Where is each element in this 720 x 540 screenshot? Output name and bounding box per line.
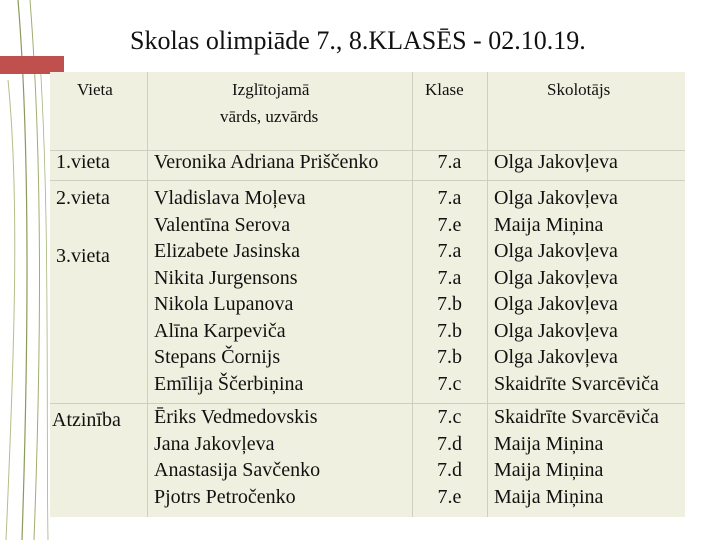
cell-teacher: Maija Miņina — [494, 213, 604, 236]
cell-student: Emīlija Ščerbiņina — [154, 372, 304, 395]
cell-teacher: Olga Jakovļeva — [494, 240, 618, 262]
place-first: 1.vieta — [56, 151, 110, 173]
students-column-honorable — [154, 404, 320, 510]
grades-column — [412, 185, 487, 397]
header-grade: Klase — [425, 80, 464, 99]
cell-teacher: Olga Jakovļeva — [494, 187, 618, 209]
teachers-column-honorable — [494, 404, 659, 510]
header-teacher: Skolotājs — [547, 80, 611, 99]
cell-teacher: Maija Miņina — [494, 485, 604, 508]
grades-column-honorable — [412, 404, 487, 510]
cell-teacher: Skaidrīte Svarcēviča — [494, 406, 659, 428]
cell-grade: 7.a — [437, 240, 462, 262]
cell-student: Jana Jakovļeva — [154, 432, 275, 455]
cell-grade: 7.c — [437, 406, 462, 428]
header-student-line1: Izglītojamā — [232, 80, 310, 99]
cell-teacher: Maija Miņina — [494, 459, 604, 481]
header-place: Vieta — [77, 80, 113, 99]
place-third: 3.vieta — [56, 245, 110, 267]
cell-grade: 7.b — [437, 319, 462, 342]
cell-grade: 7.a — [437, 266, 462, 289]
cell-teacher: Skaidrīte Svarcēviča — [494, 372, 659, 395]
cell-student: Elizabete Jasinska — [154, 240, 301, 262]
results-table — [50, 72, 685, 517]
cell-student: Alīna Karpeviča — [154, 319, 286, 342]
cell-student: Veronika Adriana Priščenko — [154, 151, 379, 173]
cell-student: Anastasija Savčenko — [154, 459, 321, 481]
decorative-curves — [0, 0, 52, 540]
page-title: Skolas olimpiāde 7., 8.KLASĒS - 02.10.19. — [130, 26, 586, 55]
cell-teacher: Olga Jakovļeva — [494, 346, 618, 368]
cell-teacher: Olga Jakovļeva — [494, 266, 618, 289]
cell-student: Stepans Čornijs — [154, 346, 281, 368]
cell-grade: 7.b — [437, 293, 462, 315]
teachers-column — [494, 185, 659, 397]
cell-grade: 7.b — [437, 346, 462, 368]
cell-teacher: Maija Miņina — [494, 432, 604, 455]
cell-grade: 7.e — [437, 485, 462, 508]
header-student-line2: vārds, uzvārds — [220, 107, 319, 126]
row-divider — [50, 180, 685, 181]
column-divider — [147, 72, 148, 517]
column-divider — [487, 72, 488, 517]
cell-teacher: Olga Jakovļeva — [494, 293, 618, 315]
cell-student: Nikita Jurgensons — [154, 266, 298, 289]
cell-student: Pjotrs Petročenko — [154, 485, 296, 508]
cell-student: Ēriks Vedmedovskis — [154, 406, 318, 428]
cell-grade: 7.a — [437, 187, 462, 209]
cell-student: Valentīna Serova — [154, 213, 291, 236]
cell-teacher: Olga Jakovļeva — [494, 151, 618, 173]
cell-grade: 7.e — [437, 213, 462, 236]
cell-student: Vladislava Moļeva — [154, 187, 306, 209]
cell-grade: 7.d — [437, 432, 462, 455]
place-honorable: Atzinība — [52, 409, 121, 431]
cell-teacher: Olga Jakovļeva — [494, 319, 618, 342]
cell-student: Nikola Lupanova — [154, 293, 294, 315]
students-column — [154, 185, 306, 397]
cell-grade: 7.c — [437, 372, 462, 395]
place-second: 2.vieta — [56, 187, 110, 209]
cell-grade: 7.a — [437, 151, 462, 173]
cell-grade: 7.d — [437, 459, 462, 481]
